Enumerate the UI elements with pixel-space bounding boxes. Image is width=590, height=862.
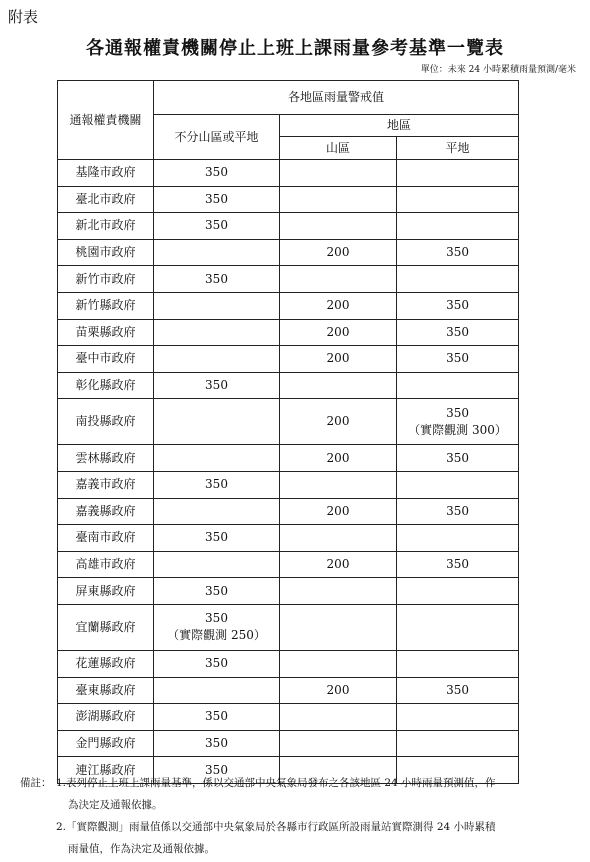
table-row	[58, 650, 519, 677]
plain-cell	[397, 578, 519, 605]
agency-cell-value: 嘉義市政府	[75, 477, 136, 492]
plain-cell-value: 350	[446, 298, 469, 313]
agency-cell	[58, 498, 154, 525]
rainfall-threshold-table	[57, 80, 519, 784]
mountain-cell-value: 200	[326, 351, 350, 366]
mountain-cell	[280, 372, 397, 399]
mountain-cell	[280, 704, 397, 731]
agency-cell	[58, 730, 154, 757]
mountain-cell	[280, 498, 397, 525]
agency-cell-value: 新竹縣政府	[75, 298, 136, 313]
plain-cell	[397, 239, 519, 266]
agency-cell	[58, 292, 154, 319]
no-distinction-cell-value: 350	[205, 735, 228, 750]
table-row	[58, 266, 519, 293]
table-row	[58, 292, 519, 319]
no-distinction-cell	[154, 319, 280, 346]
mountain-cell	[280, 650, 397, 677]
agency-cell	[58, 650, 154, 677]
plain-cell-value: 350	[446, 324, 469, 339]
no-distinction-cell	[154, 650, 280, 677]
plain-cell	[397, 730, 519, 757]
table-row	[58, 525, 519, 552]
page-title: 各通報權責機關停止上班上課雨量參考基準一覽表	[86, 38, 504, 59]
agency-cell	[58, 186, 154, 213]
agency-cell	[58, 160, 154, 187]
no-distinction-cell	[154, 730, 280, 757]
agency-cell-value: 基隆市政府	[75, 165, 136, 180]
agency-cell	[58, 372, 154, 399]
agency-cell	[58, 319, 154, 346]
agency-cell-value: 嘉義縣政府	[75, 503, 136, 518]
agency-cell-value: 屏東縣政府	[75, 583, 136, 598]
agency-cell-value: 臺南市政府	[75, 530, 136, 545]
agency-cell-value: 新北市政府	[75, 218, 136, 233]
agency-cell	[58, 445, 154, 472]
mountain-cell-value: 200	[326, 298, 350, 313]
no-distinction-cell	[154, 266, 280, 293]
table-row	[58, 239, 519, 266]
no-distinction-cell-value: 350	[205, 218, 228, 233]
no-distinction-cell-value: 350	[205, 191, 228, 206]
no-distinction-cell	[154, 239, 280, 266]
agency-cell-value: 高雄市政府	[75, 557, 136, 572]
no-distinction-cell-value: 350	[205, 656, 228, 671]
plain-cell	[397, 346, 519, 373]
header-mountain: 山區	[280, 137, 397, 160]
table-row	[58, 704, 519, 731]
mountain-cell	[280, 319, 397, 346]
no-distinction-cell	[154, 372, 280, 399]
table-row	[58, 604, 519, 650]
agency-cell	[58, 578, 154, 605]
plain-cell	[397, 650, 519, 677]
mountain-cell	[280, 525, 397, 552]
table-row	[58, 677, 519, 704]
table-row	[58, 399, 519, 445]
no-distinction-cell	[154, 471, 280, 498]
no-distinction-cell	[154, 498, 280, 525]
plain-cell	[397, 677, 519, 704]
agency-cell-value: 臺北市政府	[75, 191, 136, 206]
note-1-line2: 為決定及通報依據。	[68, 799, 163, 811]
no-distinction-cell	[154, 160, 280, 187]
no-distinction-cell-value: 350	[205, 477, 228, 492]
agency-cell-value: 花蓮縣政府	[75, 656, 136, 671]
no-distinction-cell-value: 350	[205, 611, 228, 626]
no-distinction-cell	[154, 677, 280, 704]
note-2-line2: 雨量值，作為決定及通報依據。	[68, 843, 215, 855]
plain-cell	[397, 525, 519, 552]
table-row	[58, 730, 519, 757]
mountain-cell-value: 200	[326, 557, 350, 572]
no-distinction-cell	[154, 292, 280, 319]
plain-cell	[397, 292, 519, 319]
table-row	[58, 578, 519, 605]
agency-cell-value: 桃園市政府	[75, 245, 136, 260]
plain-cell-value: 350	[446, 503, 469, 518]
note-1-line1: 1.表列停止上班上課雨量基準，係以交通部中央氣象局發布之各該地區 24 小時雨量預測值，作	[56, 777, 496, 789]
mountain-cell-value: 200	[326, 450, 350, 465]
plain-cell-value: 350	[446, 450, 469, 465]
mountain-cell	[280, 471, 397, 498]
agency-cell	[58, 399, 154, 445]
plain-cell-observed-note: （實際觀測 300）	[408, 422, 507, 437]
header-no-distinction: 不分山區或平地	[154, 115, 280, 160]
mountain-cell	[280, 186, 397, 213]
appendix-label: 附表	[8, 8, 39, 26]
mountain-cell-value: 200	[326, 324, 350, 339]
mountain-cell	[280, 578, 397, 605]
plain-cell-value: 350	[446, 682, 469, 697]
note-1	[20, 772, 580, 794]
no-distinction-cell-value: 350	[205, 583, 228, 598]
no-distinction-cell	[154, 604, 280, 650]
plain-cell	[397, 213, 519, 240]
mountain-cell	[280, 604, 397, 650]
agency-cell-value: 連江縣政府	[75, 762, 136, 777]
mountain-cell	[280, 292, 397, 319]
plain-cell	[397, 604, 519, 650]
table-row	[58, 319, 519, 346]
no-distinction-cell-value: 350	[205, 378, 228, 393]
agency-cell	[58, 266, 154, 293]
agency-cell-value: 苗栗縣政府	[75, 324, 136, 339]
agency-cell	[58, 239, 154, 266]
mountain-cell-value: 200	[326, 414, 350, 429]
plain-cell	[397, 498, 519, 525]
unit-note: 單位：未來 24 小時累積雨量預測/毫米	[420, 65, 576, 75]
notes	[20, 772, 580, 860]
plain-cell-value: 350	[446, 405, 469, 420]
table-row	[58, 372, 519, 399]
header-plain: 平地	[397, 137, 519, 160]
no-distinction-cell	[154, 186, 280, 213]
plain-cell	[397, 551, 519, 578]
no-distinction-cell	[154, 399, 280, 445]
agency-cell-value: 雲林縣政府	[75, 450, 136, 465]
mountain-cell-value: 200	[326, 245, 350, 260]
mountain-cell	[280, 266, 397, 293]
agency-cell-value: 臺東縣政府	[75, 682, 136, 697]
table-row	[58, 186, 519, 213]
table-row	[58, 160, 519, 187]
plain-cell-value: 350	[446, 351, 469, 366]
no-distinction-cell	[154, 525, 280, 552]
no-distinction-cell	[154, 213, 280, 240]
no-distinction-cell-value: 350	[205, 271, 228, 286]
plain-cell	[397, 266, 519, 293]
header-region: 地區	[280, 115, 519, 137]
mountain-cell	[280, 213, 397, 240]
plain-cell	[397, 186, 519, 213]
no-distinction-cell	[154, 704, 280, 731]
note-2-line1: 2.「實際觀測」雨量值係以交通部中央氣象局於各縣市行政區所設雨量站實際測得 24 小時累積	[56, 821, 496, 833]
table-row	[58, 346, 519, 373]
table-row	[58, 213, 519, 240]
agency-cell	[58, 551, 154, 578]
agency-cell	[58, 471, 154, 498]
mountain-cell	[280, 677, 397, 704]
plain-cell-value: 350	[446, 245, 469, 260]
agency-cell-value: 臺中市政府	[75, 351, 136, 366]
no-distinction-cell	[154, 551, 280, 578]
mountain-cell	[280, 346, 397, 373]
mountain-cell	[280, 730, 397, 757]
no-distinction-cell	[154, 346, 280, 373]
plain-cell	[397, 704, 519, 731]
agency-cell	[58, 604, 154, 650]
agency-cell	[58, 525, 154, 552]
mountain-cell-value: 200	[326, 503, 350, 518]
agency-cell-value: 彰化縣政府	[75, 378, 136, 393]
agency-cell	[58, 677, 154, 704]
plain-cell	[397, 372, 519, 399]
mountain-cell	[280, 551, 397, 578]
no-distinction-cell-value: 350	[205, 709, 228, 724]
plain-cell	[397, 319, 519, 346]
header-threshold-group: 各地區雨量警戒值	[154, 81, 519, 115]
no-distinction-cell-value: 350	[205, 530, 228, 545]
agency-cell-value: 新竹市政府	[75, 271, 136, 286]
no-distinction-cell	[154, 578, 280, 605]
agency-cell	[58, 346, 154, 373]
no-distinction-cell	[154, 445, 280, 472]
mountain-cell	[280, 445, 397, 472]
no-distinction-cell-value: 350	[205, 165, 228, 180]
mountain-cell	[280, 239, 397, 266]
mountain-cell-value: 200	[326, 682, 350, 697]
agency-cell-value: 宜蘭縣政府	[75, 619, 136, 634]
agency-cell	[58, 704, 154, 731]
header-agency: 通報權責機關	[58, 81, 154, 160]
table-row	[58, 498, 519, 525]
agency-cell-value: 南投縣政府	[75, 414, 136, 429]
plain-cell-value: 350	[446, 557, 469, 572]
agency-cell-value: 澎湖縣政府	[75, 709, 136, 724]
agency-cell	[58, 213, 154, 240]
mountain-cell	[280, 160, 397, 187]
plain-cell	[397, 445, 519, 472]
no-distinction-cell-observed-note: （實際觀測 250）	[167, 628, 266, 643]
table-row	[58, 551, 519, 578]
notes-label: 備註：	[20, 777, 52, 789]
plain-cell	[397, 160, 519, 187]
no-distinction-cell-value: 350	[205, 762, 228, 777]
agency-cell-value: 金門縣政府	[75, 735, 136, 750]
table-row	[58, 445, 519, 472]
plain-cell	[397, 471, 519, 498]
mountain-cell	[280, 399, 397, 445]
plain-cell	[397, 399, 519, 445]
table-row	[58, 471, 519, 498]
